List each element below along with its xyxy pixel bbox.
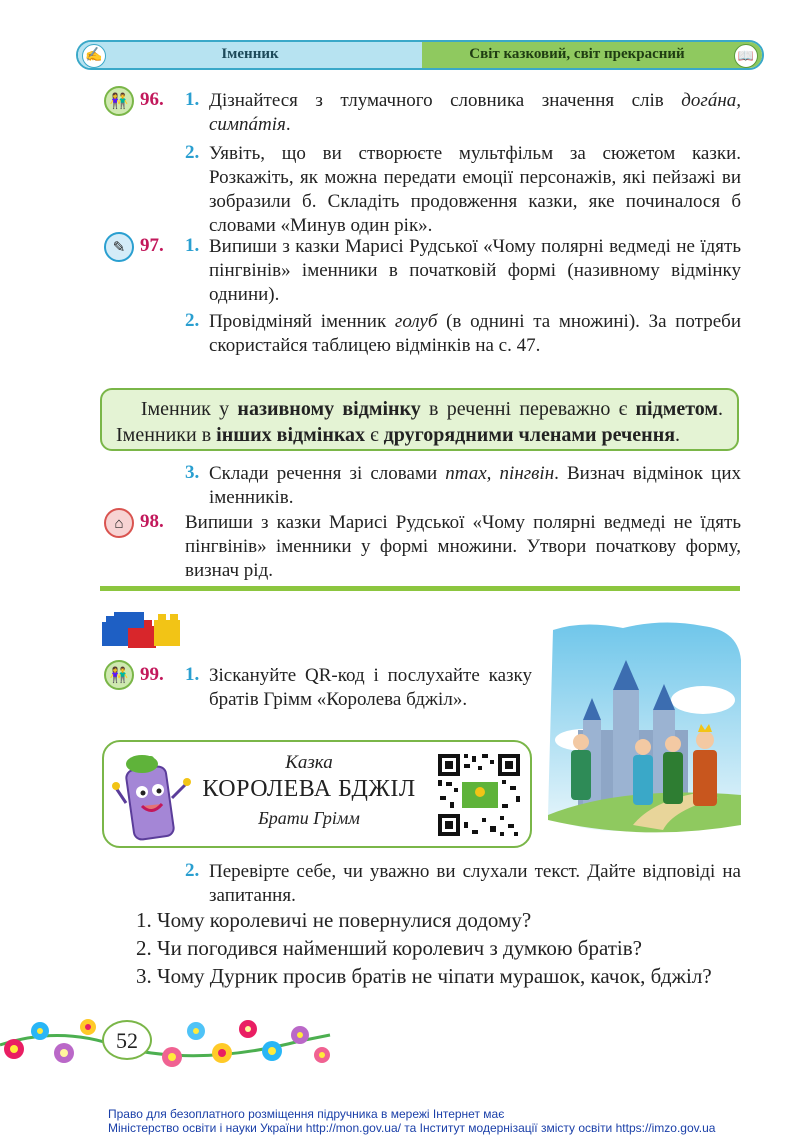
home-task-icon: ⌂ (104, 508, 134, 538)
question-list (100, 906, 742, 990)
header-chapter-title: Світ казковий, світ прекрасний (469, 46, 685, 62)
fairy-tale-card (102, 740, 532, 848)
italic-words: птах, пінгвін (445, 463, 555, 484)
grammar-rule-box: Іменник у називному відмінку в реченні переважно є підметом. Іменники в інших відмінках є другорядними членами речення. (100, 388, 739, 451)
write-icon: ✎ (104, 232, 134, 262)
page-header (76, 40, 764, 70)
exercise-text: Уявіть, що ви створюєте мультфільм за сюжетом казки. Розкажіть, як можна передати емоції персонажів, які пейзажі ви зобразили б. Складіть продовження казки, яке починалося б словами «Минув один рік». (209, 143, 741, 236)
header-section-title: Іменник (221, 46, 279, 62)
copyright-footer (108, 1107, 788, 1135)
subtask-number: 2. (185, 860, 200, 881)
subtask-number: 1. (185, 664, 200, 685)
exercise-number: 97. (140, 235, 164, 256)
pair-work-icon: 👫 (104, 86, 134, 116)
exercise-number: 99. (140, 664, 164, 685)
exercise-text: Дізнайтеся з тлумачного словника значення слів догáна, симпáтія. (209, 90, 741, 135)
exercise-text: Випиши з казки Марисі Рудської «Чому полярні ведмеді не їдять пінгвінів» іменники у формі множини. Утвори початкову форму, визнач рід. (185, 512, 741, 581)
italic-words: догáна, симпáтія (209, 90, 741, 135)
italic-word: голуб (394, 311, 438, 332)
fairy-tale-castle-illustration (543, 620, 743, 840)
subtask-number: 2. (185, 310, 200, 331)
qr-code-icon[interactable] (436, 752, 522, 838)
question-item: 2. Чи погодився найменший королевич з думкою братів? (136, 936, 642, 960)
footer-line: Право для безоплатного розміщення підручника в мережі Інтернет має (108, 1107, 505, 1121)
book-icon: 📖 (734, 44, 758, 68)
pen-icon: ✍ (82, 44, 106, 68)
flower-border-decoration (0, 1005, 340, 1077)
footer-line: Міністерство освіти і науки України http://mon.gov.ua/ та Інститут модернізації змісту освіти https://imzo.gov.ua (108, 1121, 716, 1135)
exercise-text: Склади речення зі словами птах, пінгвін. Визнач відмінок цих іменників. (209, 463, 741, 508)
exercise-number: 96. (140, 89, 164, 110)
card-author: Брати Грімм (258, 808, 360, 828)
exercise-text: Перевірте себе, чи уважно ви слухали текст. Дайте відповіді на запитання. (209, 861, 741, 906)
exercise-text: Провідміняй іменник голуб (в однині та множині). За потреби скористайся таблицею відмінків на с. 47. (209, 311, 741, 356)
exercise-text: Випиши з казки Марисі Рудської «Чому полярні ведмеді не їдять пінгвінів» іменники в початковій формі (називному відмінку однини). (209, 236, 741, 305)
exercise-number: 98. (140, 511, 164, 532)
card-kind: Казка (285, 752, 333, 773)
card-title: КОРОЛЕВА БДЖІЛ (202, 776, 416, 802)
section-divider (100, 586, 740, 591)
subtask-number: 3. (185, 462, 200, 483)
pair-work-icon: 👫 (104, 660, 134, 690)
lego-blocks-icon (100, 608, 184, 650)
phone-mascot-icon (112, 748, 192, 844)
question-item: 3. Чому Дурник просив братів не чіпати мурашок, качок, бджіл? (136, 964, 712, 988)
subtask-number: 2. (185, 142, 200, 163)
page-number: 52 (102, 1020, 152, 1060)
question-item: 1. Чому королевичі не повернулися додому? (136, 908, 532, 932)
subtask-number: 1. (185, 89, 200, 110)
exercise-text: Зіскануйте QR-код і послухайте казку братів Грімм «Королева бджіл». (209, 665, 532, 710)
subtask-number: 1. (185, 235, 200, 256)
